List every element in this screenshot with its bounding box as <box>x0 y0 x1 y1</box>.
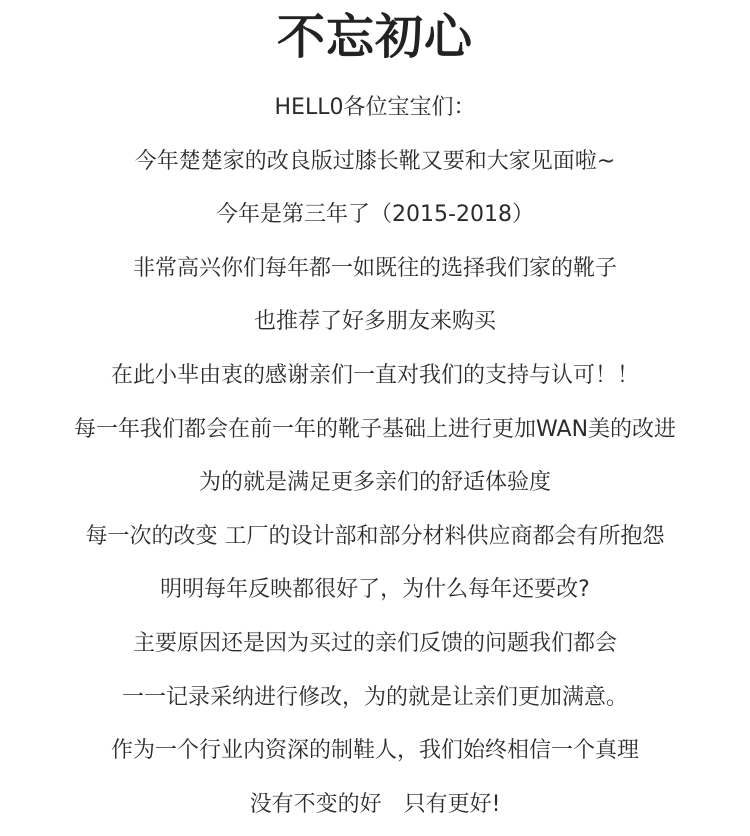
body-line: 每一年我们都会在前一年的靴子基础上进行更加WAN美的改进 <box>73 416 677 442</box>
body-line: HELL0各位宝宝们： <box>274 95 476 120</box>
page-title: 不忘初心 <box>276 9 473 65</box>
letter-body <box>0 86 750 836</box>
body-line: 没有不变的好 只有更好! <box>249 791 501 817</box>
body-line: 一一记录采纳进行修改，为的就是让亲们更加满意。 <box>121 684 628 710</box>
body-line: 为的就是满足更多亲们的舒适体验度 <box>198 470 551 496</box>
body-line: 作为一个行业内资深的制鞋人，我们始终相信一个真理 <box>110 738 639 764</box>
body-line: 每一次的改变 工厂的设计部和部分材料供应商都会有所抱怨 <box>85 523 665 549</box>
body-line: 今年是第三年了（2015-2018） <box>216 202 534 228</box>
body-line: 在此小芈由衷的感谢亲们一直对我们的支持与认可！！ <box>110 362 639 388</box>
body-line: 明明每年反映都很好了，为什么每年还要改? <box>160 577 590 603</box>
body-line: 也推荐了好多朋友来购买 <box>253 309 496 335</box>
body-line: 非常高兴你们每年都一如既往的选择我们家的靴子 <box>132 255 617 281</box>
body-line: 今年楚楚家的改良版过膝长靴又要和大家见面啦~ <box>134 148 616 174</box>
body-line: 主要原因还是因为买过的亲们反馈的问题我们都会 <box>132 630 617 656</box>
